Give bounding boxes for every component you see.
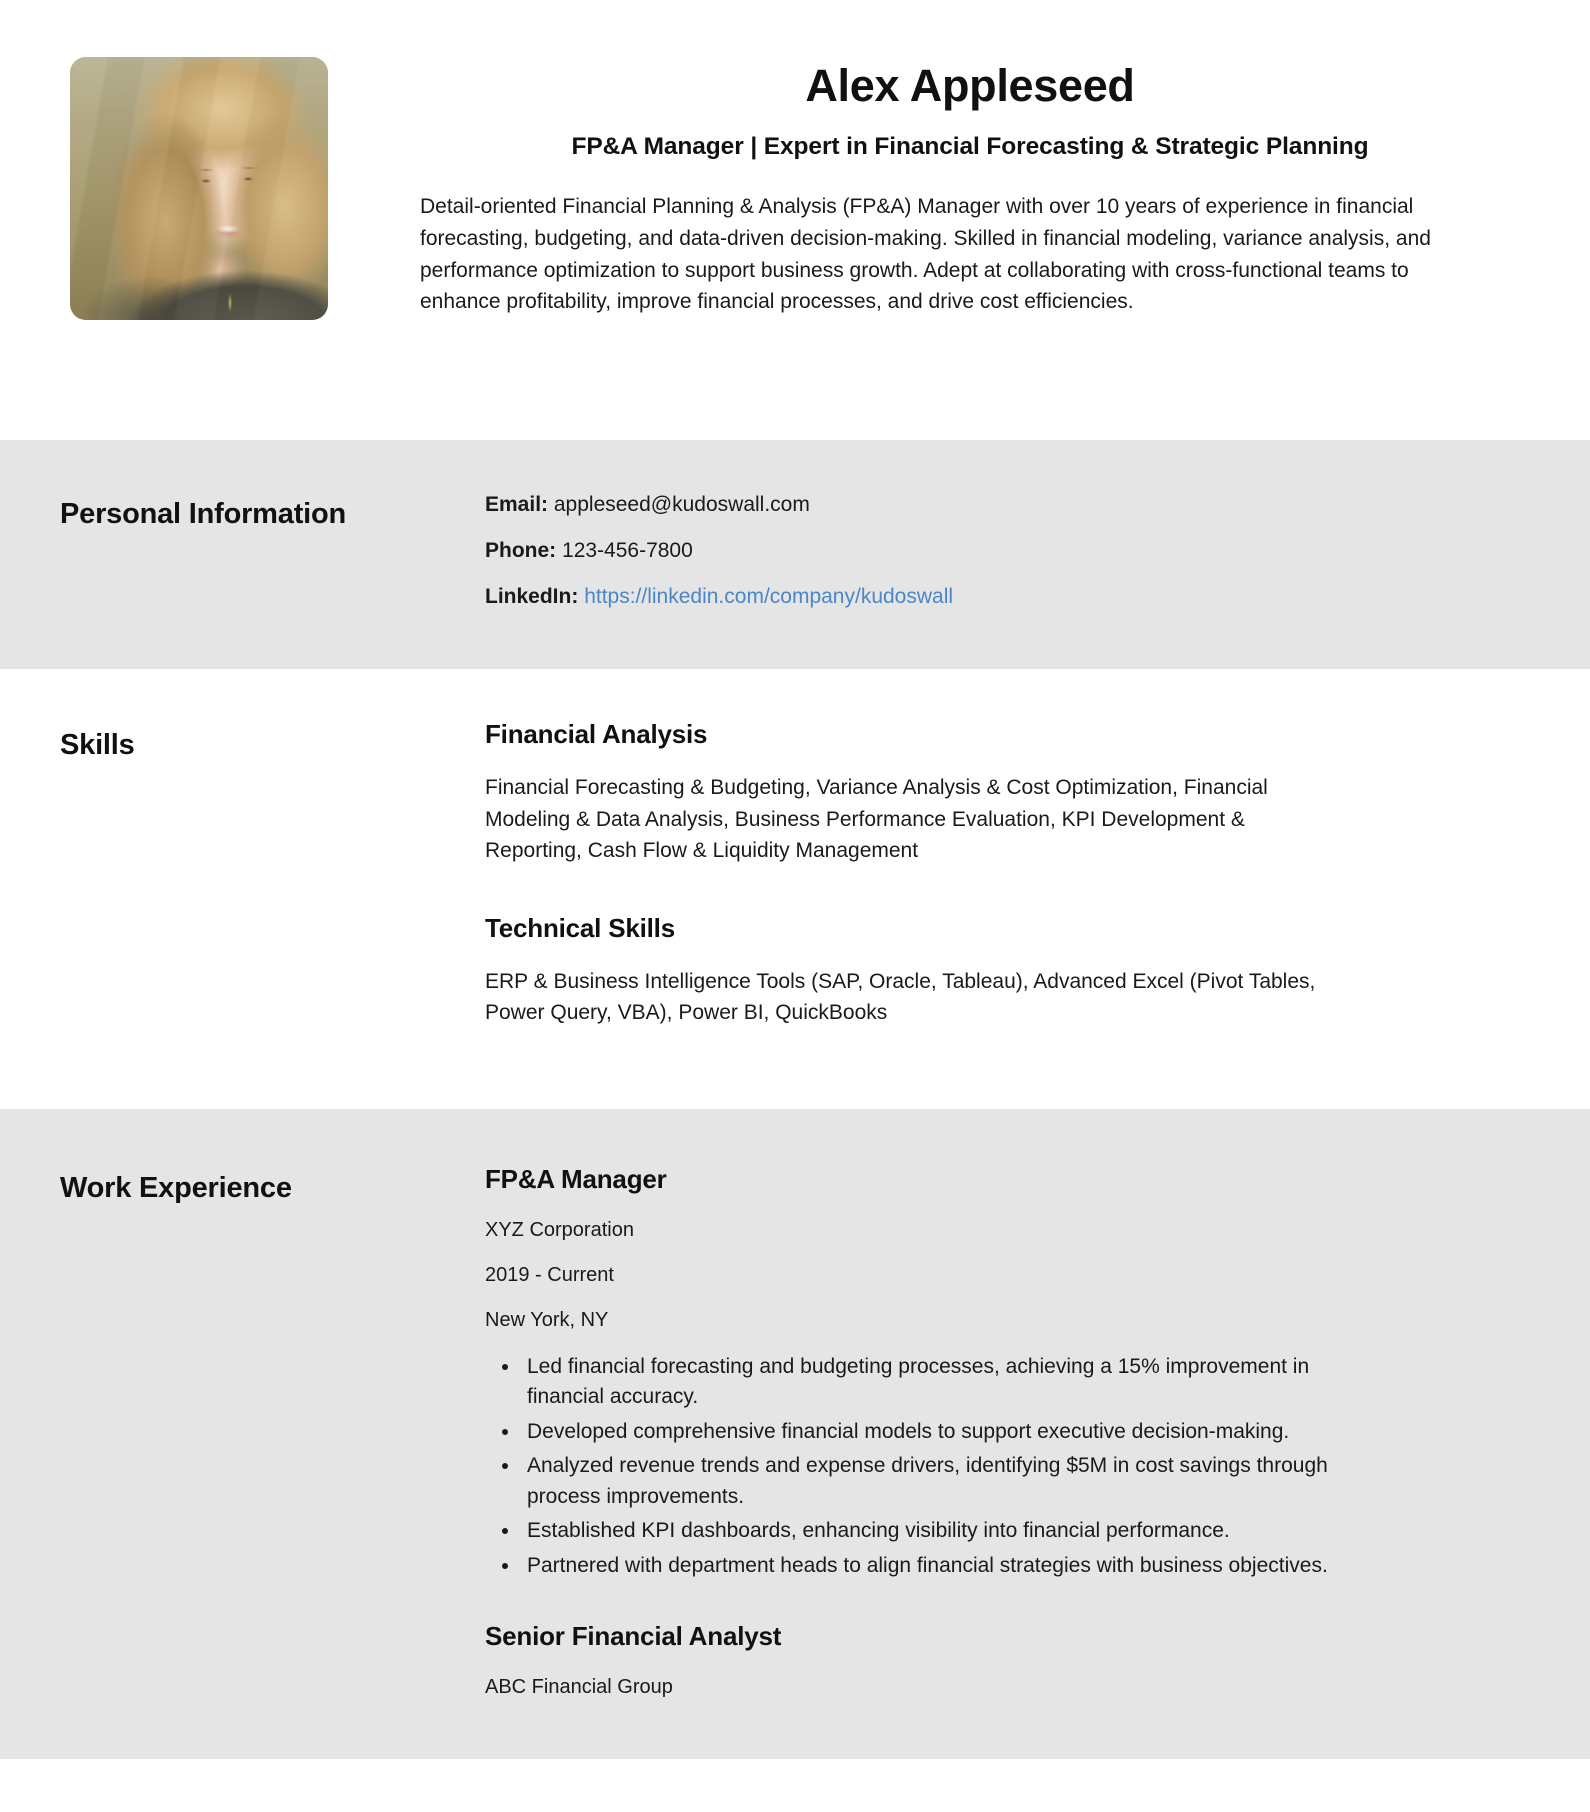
job-bullet-list [485, 1352, 1335, 1581]
skill-group-body: Financial Forecasting & Budgeting, Variance Analysis & Cost Optimization, Financial Modeling & Data Analysis, Business Performance Evaluation, KPI Development & Reporting, Cash Flow & Liquidity Management [485, 776, 1268, 863]
email-label: Email: [485, 493, 549, 516]
job-bullet: • Partnered with department heads to align financial strategies with business objectives. [521, 1551, 1335, 1581]
section-title-personal-information: Personal Information [60, 498, 347, 530]
job-location: New York, NY [485, 1308, 609, 1331]
job-company: ABC Financial Group [485, 1676, 673, 1698]
job-company: XYZ Corporation [485, 1218, 634, 1241]
contact-row-linkedin [485, 582, 1335, 612]
job-title: FP&A Manager [485, 1163, 667, 1194]
email-value: appleseed@kudoswall.com [553, 493, 810, 516]
profile-photo-image [70, 57, 328, 320]
section-work-experience [0, 1109, 1590, 1759]
section-personal-information [0, 440, 1590, 669]
skill-group-heading: Financial Analysis [485, 719, 708, 750]
job-bullet: • Led financial forecasting and budgeting processes, achieving a 15% improvement in financial accuracy. [521, 1352, 1335, 1413]
professional-headline: FP&A Manager | Expert in Financial Forecasting & Strategic Planning [571, 133, 1369, 161]
phone-value: 123-456-7800 [562, 538, 693, 562]
skill-group-body: ERP & Business Intelligence Tools (SAP, Oracle, Tableau), Advanced Excel (Pivot Tables, Power Query, VBA), Power BI, QuickBooks [485, 969, 1316, 1025]
job-entry [485, 1164, 1335, 1581]
linkedin-link[interactable]: https://linkedin.com/company/kudoswall [584, 584, 954, 608]
resume-header [0, 0, 1590, 440]
contact-row-phone [485, 536, 1335, 566]
section-skills [0, 669, 1590, 1109]
job-bullet: • Established KPI dashboards, enhancing visibility into financial performance. [521, 1516, 1335, 1546]
job-bullet: • Analyzed revenue trends and expense drivers, identifying $5M in cost savings through process improvements. [521, 1451, 1335, 1512]
job-bullet: • Developed comprehensive financial models to support executive decision-making. [521, 1417, 1335, 1447]
skills-body [485, 719, 1415, 1029]
header-text-block [328, 57, 1550, 318]
skill-group [485, 719, 1335, 867]
page-title: Alex Appleseed [805, 60, 1135, 111]
section-title-skills: Skills [60, 729, 135, 762]
professional-summary: Detail-oriented Financial Planning & Analysis (FP&A) Manager with over 10 years of experience in financial forecasting, budgeting, and data-driven decision-making. Skilled in financial modeling, variance analysis, and performance optimization to support business growth. Adept at collaborating with cross-functional teams to enhance profitability, improve financial processes, and drive cost efficiencies. [420, 194, 1431, 314]
linkedin-label: LinkedIn: [485, 584, 579, 608]
section-title-work-experience: Work Experience [60, 1171, 292, 1204]
skill-group-heading: Technical Skills [485, 912, 675, 943]
job-entry [485, 1621, 1335, 1701]
job-title: Senior Financial Analyst [485, 1621, 782, 1651]
personal-information-body [485, 490, 1415, 611]
phone-label: Phone: [485, 538, 557, 562]
job-dates: 2019 - Current [485, 1263, 614, 1286]
work-experience-body [485, 1164, 1415, 1719]
avatar [70, 57, 328, 320]
contact-row-email [485, 490, 1335, 520]
skill-group [485, 913, 1335, 1029]
